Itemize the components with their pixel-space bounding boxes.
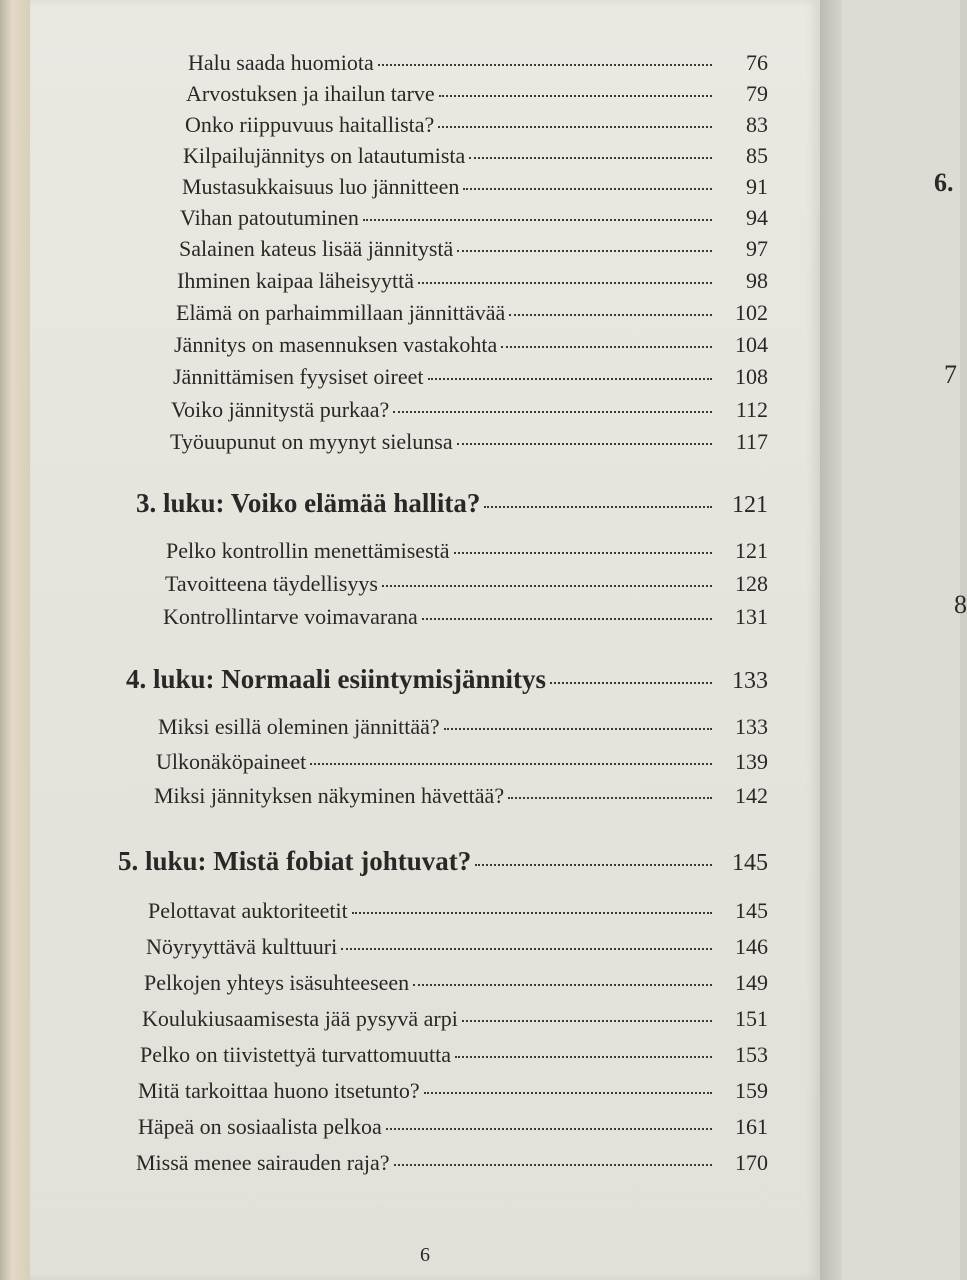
toc-entry-title: Pelko kontrollin menettämisestä: [166, 538, 450, 563]
book-spine-edge: [0, 0, 30, 1280]
toc-entry: [182, 174, 768, 200]
toc-entry: [146, 934, 768, 960]
dot-leader: [413, 984, 712, 986]
toc-entry: [186, 81, 768, 107]
toc-entry: [179, 236, 768, 262]
adjacent-page: [842, 0, 967, 1280]
toc-entry-page: 145: [735, 898, 768, 923]
book-gutter: [820, 0, 842, 1280]
toc-entry-page: 83: [746, 112, 768, 137]
dot-leader: [454, 552, 712, 554]
chapter-page: 145: [732, 850, 768, 876]
dot-leader: [463, 188, 712, 190]
toc-entry: [138, 1114, 768, 1140]
dot-leader: [509, 314, 712, 316]
toc-entry: [165, 571, 768, 597]
toc-entry: [183, 143, 768, 169]
dot-leader: [386, 1128, 712, 1130]
toc-entry-title: Vihan patoutuminen: [180, 205, 359, 230]
toc-entry-page: 97: [746, 236, 768, 261]
toc-entry-title: Miksi jännityksen näkyminen hävettää?: [154, 783, 505, 808]
toc-entry-page: 117: [735, 429, 768, 454]
dot-leader: [475, 864, 712, 866]
adjacent-page-mark: 6.: [934, 168, 954, 197]
toc-entry: [166, 538, 768, 564]
dot-leader: [394, 1164, 713, 1166]
toc-entry-page: 128: [735, 571, 768, 596]
chapter-heading: [136, 488, 768, 519]
toc-entry-title: Jännittämisen fyysiset oireet: [173, 364, 424, 389]
toc-entry-page: 76: [746, 50, 768, 75]
dot-leader: [508, 797, 712, 799]
toc-entry: [156, 749, 768, 775]
toc-entry-page: 153: [735, 1042, 768, 1067]
toc-entry-title: Missä menee sairauden raja?: [136, 1150, 390, 1175]
toc-entry-page: 121: [735, 538, 768, 563]
toc-entry: [144, 970, 768, 996]
dot-leader: [418, 282, 712, 284]
toc-entry: [158, 714, 768, 740]
toc-entry-title: Kontrollintarve voimavarana: [163, 604, 418, 629]
toc-entry-page: 94: [746, 205, 768, 230]
toc-entry: [138, 1078, 768, 1104]
toc-entry: [188, 50, 768, 76]
chapter-heading: [126, 664, 768, 695]
toc-entry-title: Häpeä on sosiaalista pelkoa: [138, 1114, 382, 1139]
dot-leader: [422, 618, 712, 620]
toc-entry-title: Voiko jännitystä purkaa?: [171, 397, 390, 422]
dot-leader: [382, 585, 712, 587]
toc-entry-page: 170: [735, 1150, 768, 1175]
toc-entry-title: Ulkonäköpaineet: [156, 749, 307, 774]
toc-entry-title: Tavoitteena täydellisyys: [165, 571, 378, 596]
toc-entry-title: Ihminen kaipaa läheisyyttä: [177, 268, 415, 293]
toc-entry-title: Koulukiusaamisesta jää pysyvä arpi: [142, 1006, 458, 1031]
toc-entry: [176, 300, 768, 326]
dot-leader: [550, 682, 712, 684]
toc-entry-page: 112: [735, 397, 768, 422]
toc-entry-page: 98: [746, 268, 768, 293]
toc-entry-page: 149: [735, 970, 768, 995]
dot-leader: [457, 443, 712, 445]
toc-entry: [173, 364, 768, 390]
dot-leader: [444, 728, 712, 730]
toc-entry-title: Nöyryyttävä kulttuuri: [146, 934, 338, 959]
toc-entry-page: 133: [735, 714, 768, 739]
toc-entry: [140, 1042, 768, 1068]
dot-leader: [393, 411, 712, 413]
chapter-title: 3. luku: Voiko elämää hallita?: [136, 488, 481, 518]
toc-entry-page: 159: [735, 1078, 768, 1103]
toc-entry-title: Mustasukkaisuus luo jännitteen: [182, 174, 460, 199]
dot-leader: [462, 1020, 712, 1022]
toc-entry-page: 139: [735, 749, 768, 774]
toc-entry-title: Pelottavat auktoriteetit: [148, 898, 348, 923]
chapter-heading: [118, 846, 768, 877]
toc-entry: [148, 898, 768, 924]
dot-leader: [439, 95, 712, 97]
toc-entry-title: Salainen kateus lisää jännitystä: [179, 236, 454, 261]
toc-entry: [174, 332, 768, 358]
toc-entry-page: 151: [735, 1006, 768, 1031]
toc-entry-page: 142: [735, 783, 768, 808]
toc-entry: [177, 268, 768, 294]
toc-entry-title: Jännitys on masennuksen vastakohta: [174, 332, 498, 357]
dot-leader: [424, 1092, 712, 1094]
chapter-page: 121: [732, 492, 768, 518]
toc-entry-page: 91: [746, 174, 768, 199]
chapter-page: 133: [732, 668, 768, 694]
chapter-title: 4. luku: Normaali esiintymisjännitys: [126, 664, 547, 694]
chapter-title: 5. luku: Mistä fobiat johtuvat?: [118, 846, 472, 876]
adjacent-page-mark: 7: [944, 360, 957, 389]
dot-leader: [428, 378, 713, 380]
toc-entry-title: Miksi esillä oleminen jännittää?: [158, 714, 440, 739]
toc-entry: [180, 205, 768, 231]
toc-entry: [170, 429, 768, 455]
toc-entry-title: Halu saada huomiota: [188, 50, 374, 75]
toc-entry-title: Onko riippuvuus haitallista?: [185, 112, 435, 137]
toc-entry-page: 85: [746, 143, 768, 168]
dot-leader: [352, 912, 712, 914]
toc-entry-title: Työuupunut on myynyt sielunsa: [170, 429, 453, 454]
toc-entry-title: Pelkojen yhteys isäsuhteeseen: [144, 970, 410, 995]
toc-entry-title: Mitä tarkoittaa huono itsetunto?: [138, 1078, 420, 1103]
page-number: 6: [420, 1244, 430, 1266]
dot-leader: [501, 346, 712, 348]
adjacent-page-mark: 8: [954, 590, 967, 619]
table-of-contents: [30, 0, 820, 1280]
dot-leader: [469, 157, 712, 159]
toc-entry: [142, 1006, 768, 1032]
toc-entry-page: 79: [746, 81, 768, 106]
toc-entry-page: 131: [735, 604, 768, 629]
toc-entry-title: Elämä on parhaimmillaan jännittävää: [176, 300, 506, 325]
toc-entry: [154, 783, 768, 809]
toc-entry: [136, 1150, 768, 1176]
toc-entry-page: 104: [735, 332, 768, 357]
toc-entry-page: 146: [735, 934, 768, 959]
toc-entry-page: 108: [735, 364, 768, 389]
dot-leader: [378, 64, 712, 66]
toc-entry: [185, 112, 768, 138]
book-page: [30, 0, 820, 1280]
dot-leader: [341, 948, 712, 950]
dot-leader: [484, 506, 712, 508]
toc-entry-page: 161: [735, 1114, 768, 1139]
dot-leader: [363, 219, 712, 221]
toc-entry: [163, 604, 768, 630]
dot-leader: [457, 250, 712, 252]
toc-entry: [171, 397, 768, 423]
toc-entry-title: Kilpailujännitys on latautumista: [183, 143, 466, 168]
dot-leader: [438, 126, 712, 128]
dot-leader: [455, 1056, 712, 1058]
toc-entry-title: Pelko on tiivistettyä turvattomuutta: [140, 1042, 452, 1067]
toc-entry-page: 102: [735, 300, 768, 325]
toc-entry-title: Arvostuksen ja ihailun tarve: [186, 81, 435, 106]
dot-leader: [310, 763, 712, 765]
